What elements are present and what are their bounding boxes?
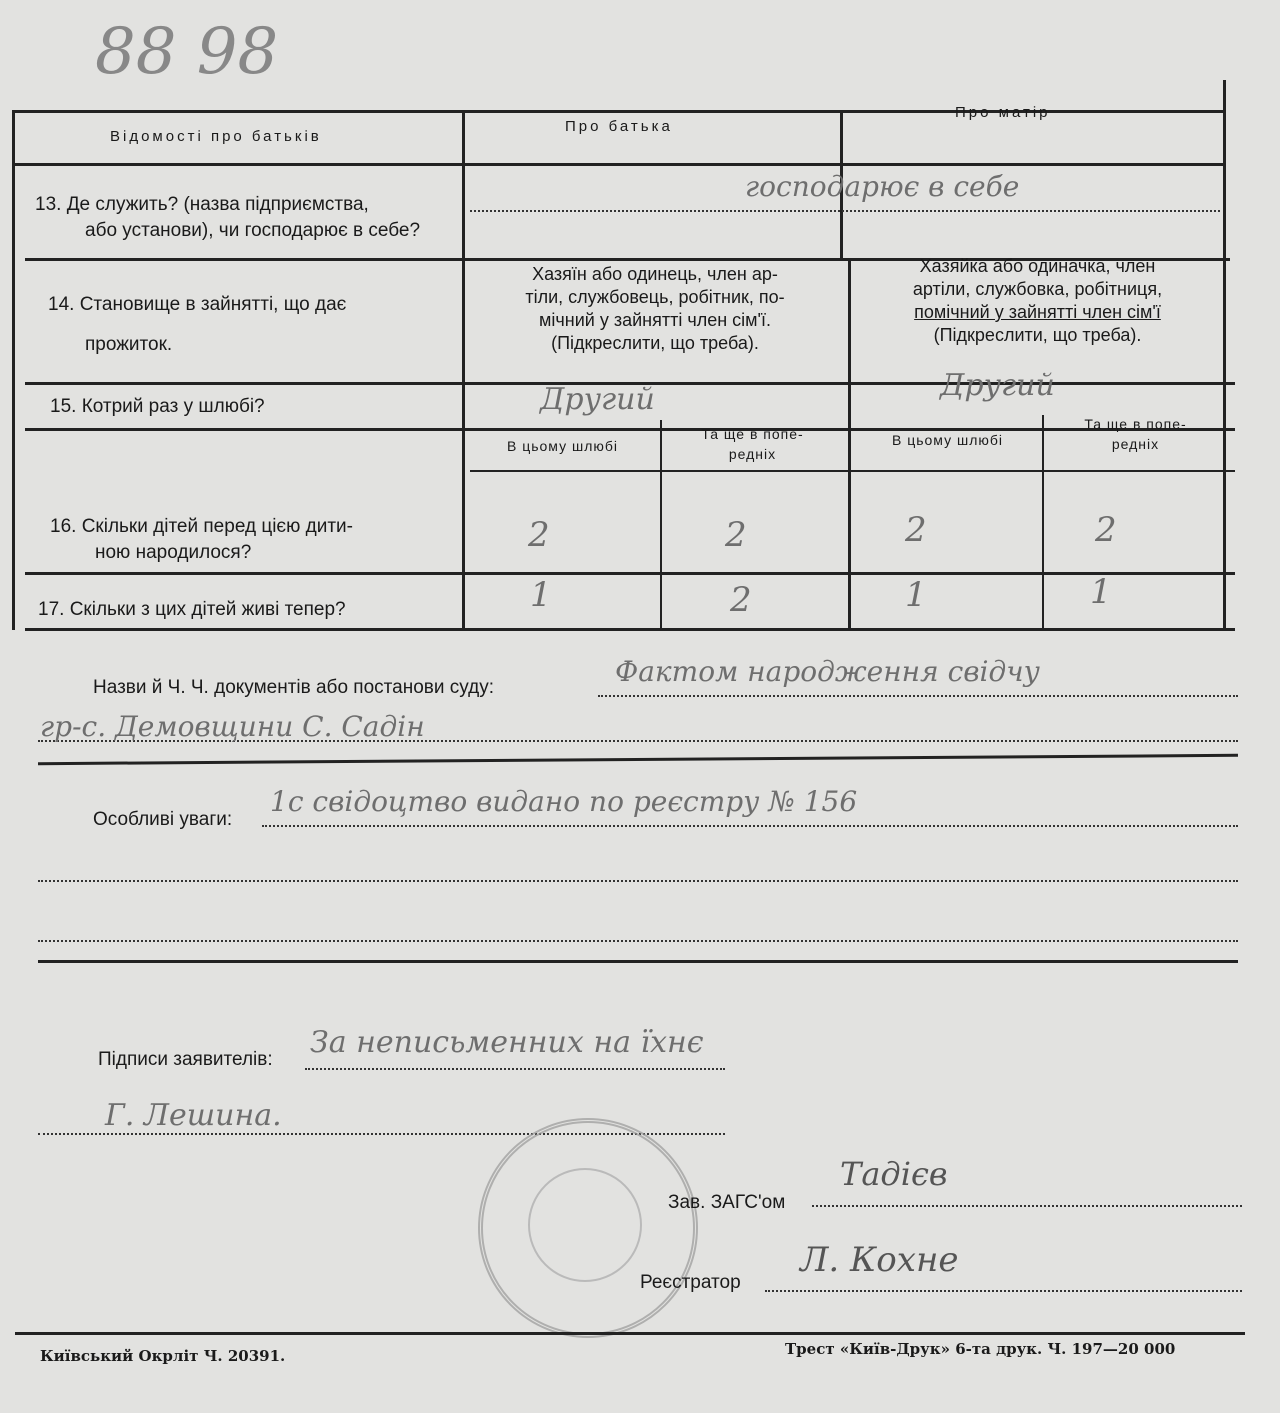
header-father: Про батька [565, 118, 673, 135]
registrar-signature: Л. Кохне [800, 1240, 959, 1280]
q16-sub-previous-father: Та ще в попе- редніх [701, 426, 804, 462]
q17-label: 17. Скільки з цих дітей живі тепер? [38, 599, 346, 620]
footer-right: Трест «Київ-Друк» 6-та друк. Ч. 197—20 000 [785, 1340, 1176, 1358]
header-mother: Про матір [955, 104, 1051, 121]
q16-value: 2 [1095, 510, 1117, 550]
q16-label-1: 16. Скільки дітей перед цією дити- [50, 516, 353, 537]
q15-father: Другий [540, 382, 655, 417]
q17-value: 2 [730, 580, 752, 620]
q16-label-2: ною народилося? [95, 542, 252, 563]
documents-label: Назви й Ч. Ч. документів або постанови суду: [93, 677, 494, 698]
q13-label-1: 13. Де служить? (назва підприємства, [35, 194, 369, 215]
q16-value: 2 [905, 510, 927, 550]
q14-label-2: прожиток. [85, 334, 173, 355]
q14-mother-options: Хазяйка або одиначка, член артіли, службовка, робітниця, помічний у зайнятті член сім'ї (Підкреслити, що треба). [912, 256, 1163, 345]
q14-father-options: Хазяїн або одинець, член ар- тіли, службовець, робітник, по- мічний у зайнятті член сім'ї. (Підкреслити, що треба). [525, 264, 785, 353]
q13-label-2: або установи), чи господарює в себе? [85, 220, 421, 241]
signatures-label: Підписи заявителів: [98, 1049, 273, 1070]
page-number-handwritten: 88 98 [95, 15, 279, 89]
q17-value: 1 [530, 575, 552, 615]
q16-sub-this-marriage-father: В цьому шлюбі [506, 438, 619, 454]
footer-left: Київський Окрліт Ч. 20391. [40, 1347, 286, 1365]
official-seal-stamp [478, 1118, 698, 1338]
q16-value: 2 [528, 515, 550, 555]
q15-mother: Другий [940, 368, 1055, 403]
q16-value: 2 [725, 515, 747, 555]
documents-line-1: Фактом народження свідчу [615, 655, 1040, 688]
q14-label-1: 14. Становище в зайнятті, що дає [48, 294, 347, 315]
signatures-line-2: Г. Лешина. [105, 1098, 282, 1133]
remarks-label: Особливі уваги: [93, 809, 233, 830]
q16-sub-previous-mother: Та ще в попе- редніх [1084, 416, 1187, 452]
q15-label: 15. Котрий раз у шлюбі? [50, 396, 265, 417]
registrar-label: Реєстратор [640, 1272, 741, 1293]
q13-answer: господарює в себе [745, 170, 1020, 203]
q16-sub-this-marriage-mother: В цьому шлюбі [891, 432, 1004, 448]
documents-line-2: гр-с. Демовщини С. Садін [40, 710, 425, 743]
q17-value: 1 [905, 575, 927, 615]
remarks-value: 1с свідоцтво видано по реєстру № 156 [270, 785, 858, 818]
header-parents-info: Відомості про батьків [110, 128, 322, 145]
zags-head-signature: Тадієв [840, 1155, 948, 1193]
q17-value: 1 [1090, 572, 1112, 612]
signatures-line-1: За неписьменних на їхнє [310, 1025, 704, 1060]
zags-head-label: Зав. ЗАГС'ом [668, 1192, 786, 1213]
